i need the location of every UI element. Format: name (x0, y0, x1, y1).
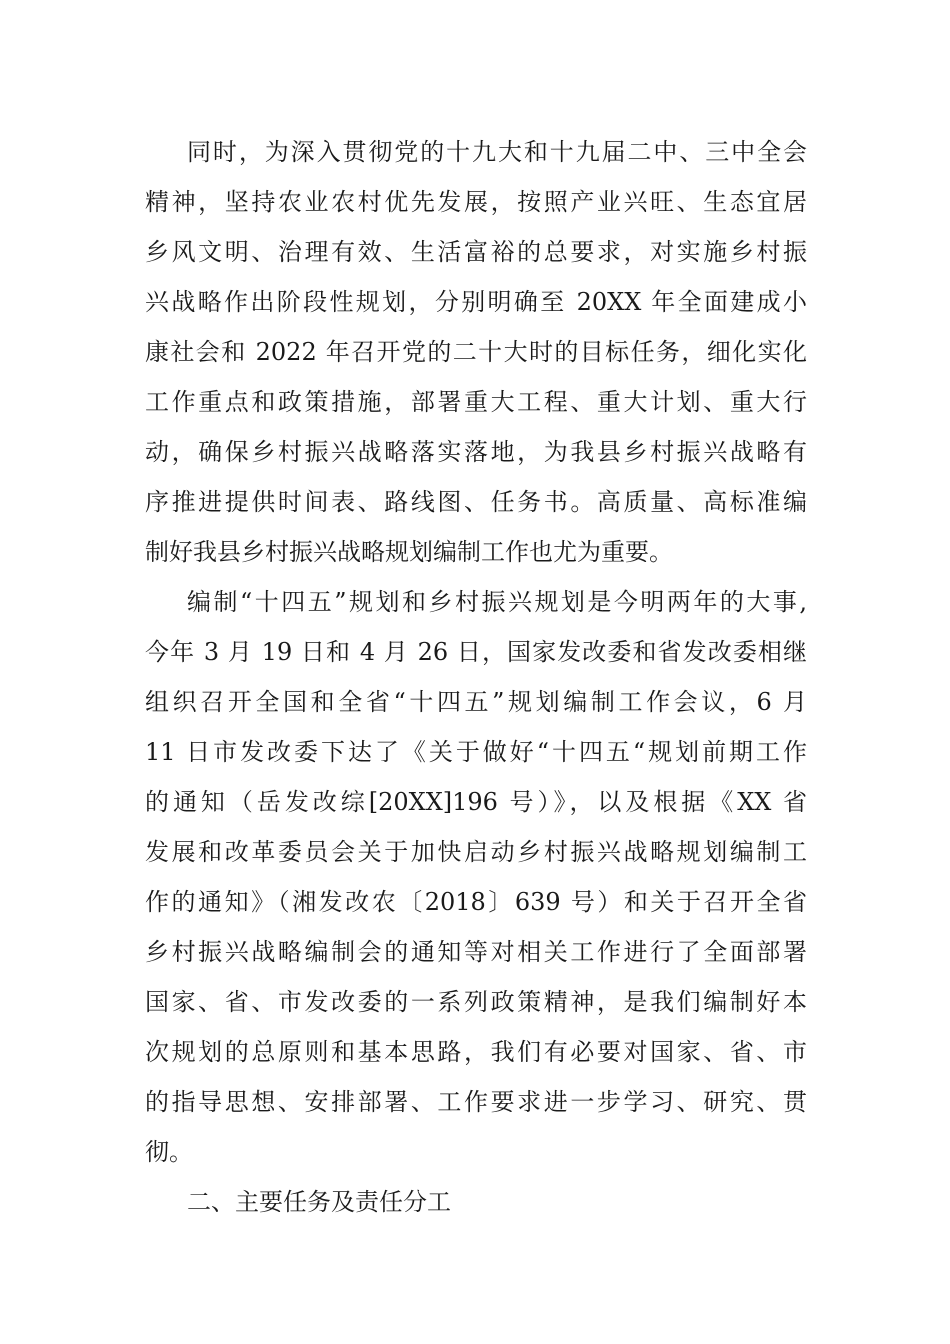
text-line: 11 日市发改委下达了《关于做好“十四五“规划前期工作 (145, 738, 807, 766)
text-line: 序推进提供时间表、路线图、任务书。高质量、高标准编 (145, 488, 807, 516)
text-line: 乡村振兴战略编制会的通知等对相关工作进行了全面部署 (145, 938, 807, 966)
text-line: 康社会和 2022 年召开党的二十大时的目标任务，细化实化 (145, 338, 807, 366)
text-line: 的指导思想、安排部署、工作要求进一步学习、研究、贯 (145, 1088, 807, 1116)
text-line: 发展和改革委员会关于加快启动乡村振兴战略规划编制工 (145, 838, 807, 866)
text-line: 兴战略作出阶段性规划，分别明确至 20XX 年全面建成小 (145, 288, 807, 316)
text-line: 制好我县乡村振兴战略规划编制工作也尤为重要。 (145, 538, 673, 566)
text-line: 乡风文明、治理有效、生活富裕的总要求，对实施乡村振 (145, 238, 807, 266)
text-line: 同时，为深入贯彻党的十九大和十九届二中、三中全会 (187, 138, 807, 166)
text-line: 组织召开全国和全省“十四五”规划编制工作会议，6 月 (145, 688, 807, 716)
section-heading (145, 1177, 807, 1227)
section-heading-text: 二、主要任务及责任分工 (187, 1188, 451, 1216)
text-line: 的通知（岳发改综[20XX]196 号）》，以及根据《XX 省 (145, 788, 807, 816)
text-line: 工作重点和政策措施，部署重大工程、重大计划、重大行 (145, 388, 807, 416)
paragraph-2 (145, 577, 807, 1177)
text-line: 今年 3 月 19 日和 4 月 26 日，国家发改委和省发改委相继 (145, 638, 807, 666)
text-line: 编制“十四五”规划和乡村振兴规划是今明两年的大事, (187, 588, 807, 616)
text-line: 国家、省、市发改委的一系列政策精神，是我们编制好本 (145, 988, 807, 1016)
document-body (145, 127, 807, 1227)
paragraph-1 (145, 127, 807, 577)
text-line: 动，确保乡村振兴战略落实落地，为我县乡村振兴战略有 (145, 438, 807, 466)
text-line: 次规划的总原则和基本思路，我们有必要对国家、省、市 (145, 1038, 807, 1066)
text-line: 精神，坚持农业农村优先发展，按照产业兴旺、生态宜居 (145, 188, 807, 216)
text-line: 作的通知》（湘发改农〔2018〕639 号）和关于召开全省 (145, 888, 807, 916)
text-line: 彻。 (145, 1138, 193, 1166)
